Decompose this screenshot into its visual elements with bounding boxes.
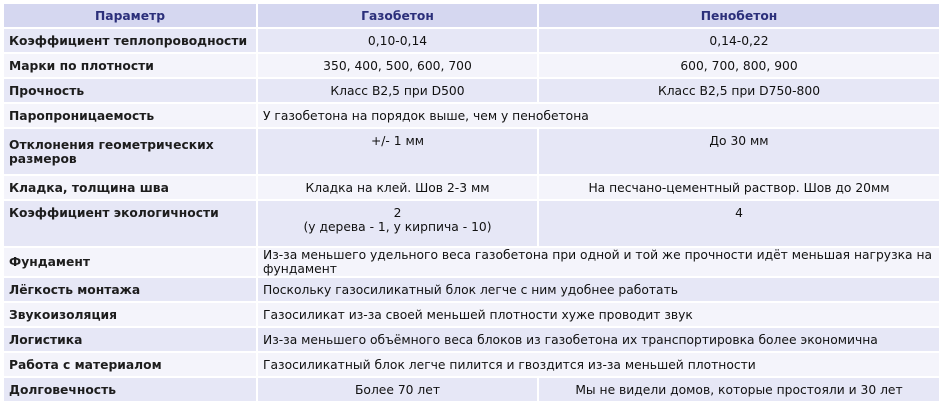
row-shared-value: Из-за меньшего удельного веса газобетона при одной и той же прочности идёт меньшая нагрузка на фундамент [258,248,939,276]
table-row [4,176,939,199]
row-shared-value: Газосиликатный блок легче пилится и гвоздится из-за меньшей плотности [258,353,939,376]
row-gas-value: Более 70 лет [258,378,537,401]
row-shared-value: Поскольку газосиликатный блок легче с ним удобнее работать [258,278,939,301]
table-row [4,104,939,127]
header-row [4,4,939,27]
row-param: Фундамент [4,248,256,276]
row-gas-value: +/- 1 мм [258,129,537,174]
row-param: Марки по плотности [4,54,256,77]
eco-gas-value: 2 [393,206,402,220]
row-foam-value: 600, 700, 800, 900 [539,54,939,77]
row-gas-value: 350, 400, 500, 600, 700 [258,54,537,77]
row-param: Коэффициент экологичности [4,201,256,246]
row-param: Работа с материалом [4,353,256,376]
row-param: Кладка, толщина шва [4,176,256,199]
row-gas-value: Класс В2,5 при D500 [258,79,537,102]
row-foam-value: До 30 мм [539,129,939,174]
row-gas-value: 0,10-0,14 [258,29,537,52]
row-foam-value: Класс В2,5 при D750-800 [539,79,939,102]
row-param: Коэффициент теплопроводности [4,29,256,52]
table-row [4,129,939,174]
row-gas-value [258,201,537,246]
table-row [4,278,939,301]
row-foam-value: 0,14-0,22 [539,29,939,52]
row-foam-value: На песчано-цементный раствор. Шов до 20мм [539,176,939,199]
row-param: Паропроницаемость [4,104,256,127]
table-row [4,248,939,276]
row-gas-value: Кладка на клей. Шов 2-3 мм [258,176,537,199]
row-param: Лёгкость монтажа [4,278,256,301]
row-param: Долговечность [4,378,256,401]
row-param: Звукоизоляция [4,303,256,326]
header-gas-concrete: Газобетон [258,4,537,27]
table-row [4,201,939,246]
table-row [4,79,939,102]
row-param: Отклонения геометрических размеров [4,129,256,174]
row-param: Логистика [4,328,256,351]
row-foam-value: Мы не видели домов, которые простояли и 30 лет [539,378,939,401]
table-row [4,328,939,351]
table-row [4,353,939,376]
row-param: Прочность [4,79,256,102]
table-row [4,303,939,326]
eco-gas-note: (у дерева - 1, у кирпича - 10) [303,220,492,234]
row-shared-value: Из-за меньшего объёмного веса блоков из газобетона их транспортировка более экономична [258,328,939,351]
header-param: Параметр [4,4,256,27]
table-row [4,29,939,52]
row-foam-value: 4 [539,201,939,246]
table-row [4,54,939,77]
table-row [4,378,939,401]
row-shared-value: Газосиликат из-за своей меньшей плотности хуже проводит звук [258,303,939,326]
comparison-table [2,2,941,403]
row-shared-value: У газобетона на порядок выше, чем у пенобетона [258,104,939,127]
header-foam-concrete: Пенобетон [539,4,939,27]
